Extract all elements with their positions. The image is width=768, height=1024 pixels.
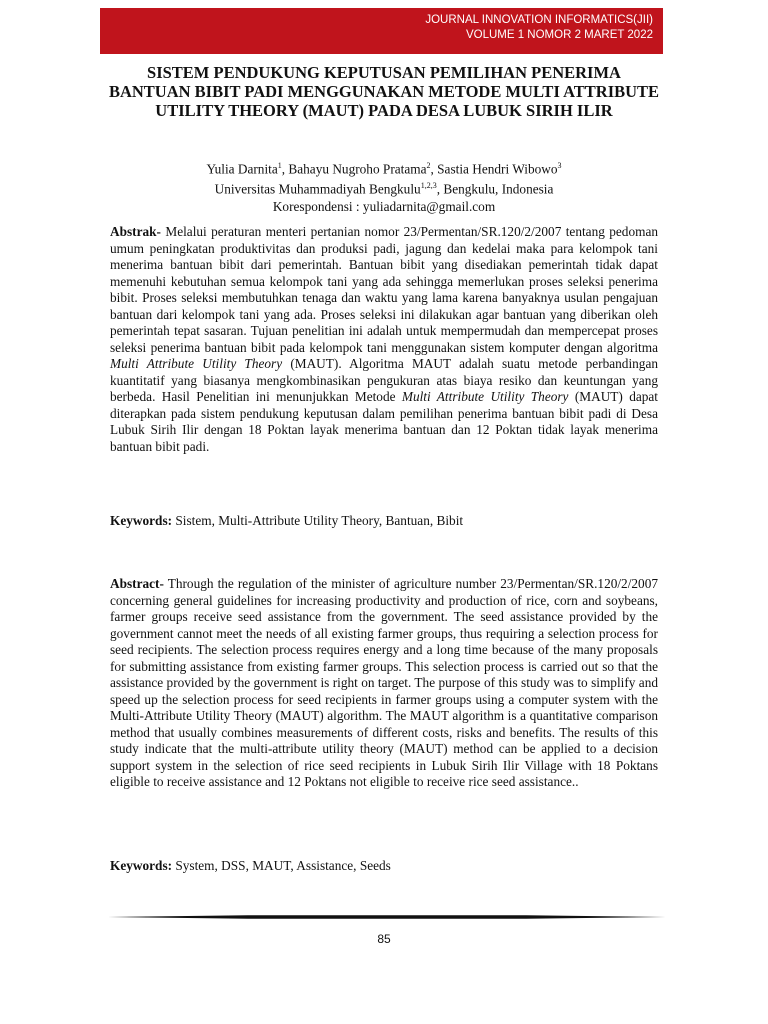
author-list: Yulia Darnita$^1$, Bahayu Nugroho Pratama$^2$, Sastia Hendri Wibowo$^3$ [206,161,562,177]
affiliation-name: Universitas Muhammadiyah Bengkulu [214,181,421,197]
journal-header-banner [100,8,663,54]
abstract-english [110,576,658,791]
abstract-label: Abstrak- [110,224,161,239]
abstract-text: (MAUT) dapat diterapkan pada sistem pendukung keputusan dalam pemilihan penerima bantuan bibit padi di Desa Lubuk Sirih Ilir dengan 18 Poktan layak menerima bantuan dan 12 Poktan tidak layak menerima bantuan bibit padi. [110,389,659,454]
author-affiliation-mark: 2 [426,161,431,170]
keywords-text: System, DSS, MAUT, Assistance, Seeds [172,858,391,873]
abstract-indonesian [110,224,658,455]
author-block [108,157,660,215]
abstract-text: Melalui peraturan menteri pertanian nomor 23/Permentan/SR.120/2/2007 tentang pedoman umum peningkatan produktivitas dan produksi padi, jagung dan kedelai maka para kelompok tani menerima bantuan bibit dari pemerintah. Bantuan bibit yang disediakan pemerintah tidak dapat memenuhi kebutuhan semua kelompok tani yang ada sehingga memerlukan proses seleksi penerima bibit. Proses seleksi membutuhkan tenaga dan waktu yang lama karena banyaknya usulan pengajuan bantuan dari kelompok tani yang ada. Proses seleksi ini dilakukan agar bantuan yang diberikan oleh pemerintah tepat sasaran. Tujuan penelitian ini adalah untuk mempermudah dan mempercepat proses seleksi penerima bantuan bibit pada kelompok tani menggunakan sistem komputer dengan algoritma [110,224,658,355]
abstract-italic-term: Multi Attribute Utility Theory [401,389,569,404]
author-affiliation-mark: 3 [557,161,562,170]
author-name: Bahayu Nugroho Pratama [288,161,427,177]
footer-divider [108,914,666,920]
affiliation-mark: 1,2,3 [420,181,437,191]
correspondence: Korespondensi : yuliadarnita@gmail.com [272,198,496,214]
abstract-label: Abstract- [110,576,164,591]
page-number: 85 [377,932,391,946]
keywords-indonesian [110,513,658,529]
abstract-italic-term: Multi Attribute Utility Theory [110,356,283,371]
affiliation-location: , Bengkulu, Indonesia [436,181,554,197]
author-affiliation-mark: 1 [277,161,282,170]
abstract-text: Through the regulation of the minister of agriculture number 23/Permentan/SR.120/2/2007 concerning general guidelines for increasing productivity and production of rice, corn and soybeans, farmer groups receive seed assistance from the government. The seed assistance provided by the government cannot meet the needs of all existing farmer groups, thus requiring a selection process for seed recipients. The selection process requires energy and a long time because of the many proposals for submitting assistance from existing farmer groups. This selection process is carried out so that the assistance provided by the government is right on target. The purpose of this study was to simplify and speed up the selection process for seed recipients in farmer groups using a computer system with the Multi-Attribute Utility Theory (MAUT) algorithm. The MAUT algorithm is a quantitative comparison method that usually combines measurements of different costs, risks and benefits. The results of this study indicate that the multi-attribute utility theory (MAUT) method can be applied to a decision support system in the selection of rice seed recipients in Lubuk Sirih Ilir Village with 18 Poktans eligible to receive assistance and 12 Poktans not eligible to receive rice seed assistance.. [110,576,658,789]
affiliation [108,177,660,197]
author-name: Sastia Hendri Wibowo [437,161,558,177]
abstract-text: (MAUT). Algoritma MAUT adalah suatu metode perbandingan kuantitatif yang biasanya mengkombinasikan pengukuran atas biaya resiko dan keuntungan yang berbeda. Hasil Penelitian ini menunjukkan Metode [110,356,658,404]
author-name: Yulia Darnita [206,161,278,177]
journal-name: JOURNAL INNOVATION INFORMATICS(JII) [425,14,653,26]
journal-volume: VOLUME 1 NOMOR 2 MARET 2022 [465,29,653,41]
keywords-label: Keywords: [110,513,173,528]
keywords-english [110,858,658,874]
keywords-text: Sistem, Multi-Attribute Utility Theory, Bantuan, Bibit [172,513,464,528]
paper-title: SISTEM PENDUKUNG KEPUTUSAN PEMILIHAN PENERIMA BANTUAN BIBIT PADI MENGGUNAKAN METODE MULTI ATTRIBUTE UTILITY THEORY (MAUT) PADA DESA LUBUK SIRIH ILIR [108,63,660,120]
keywords-label: Keywords: [110,858,173,873]
